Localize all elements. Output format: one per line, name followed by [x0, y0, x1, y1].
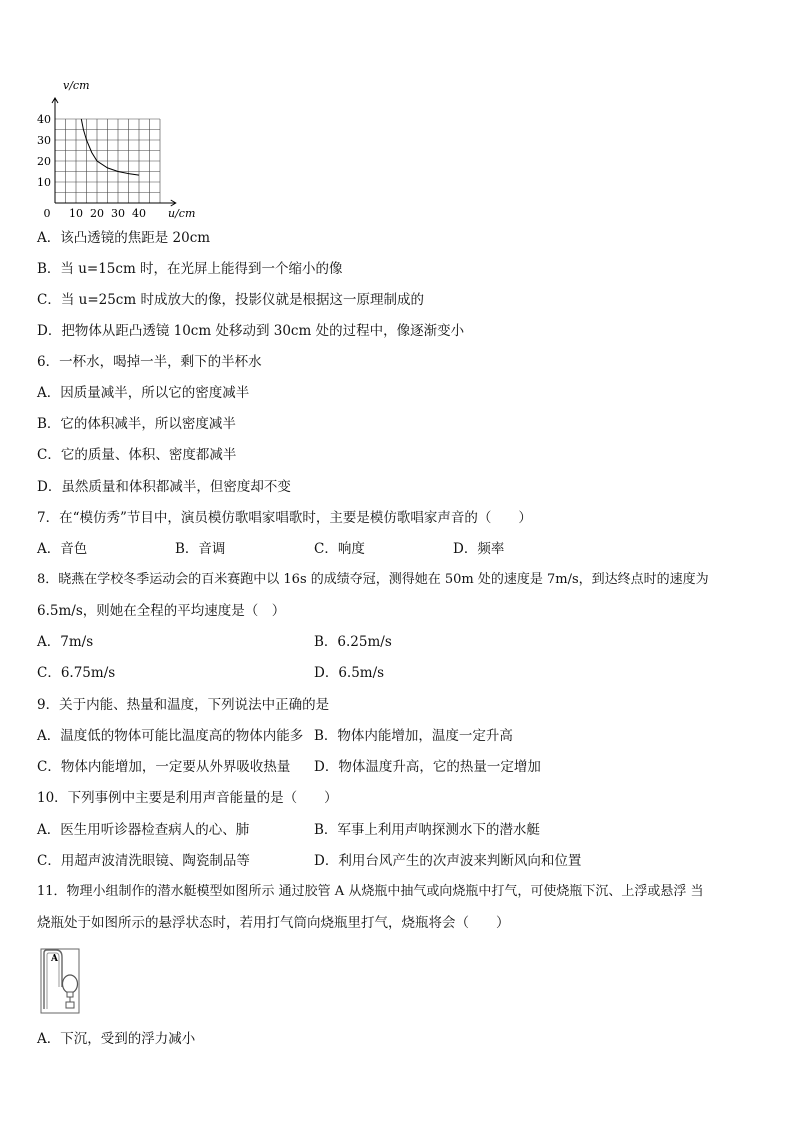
chart-y-axis-label: v/cm — [63, 79, 90, 92]
q5-option-d: D．把物体从距凸透镜 10cm 处移动到 30cm 处的过程中，像逐渐变小 — [37, 323, 465, 339]
q6-option-a: A．因质量减半，所以它的密度减半 — [37, 385, 250, 401]
q11-stem-line2: 烧瓶处于如图所示的悬浮状态时，若用打气筒向烧瓶里打气，烧瓶将会（ ） — [37, 915, 510, 931]
q10-option-a: A．医生用听诊器检查病人的心、肺 — [37, 822, 250, 838]
q5-option-a: A．该凸透镜的焦距是 20cm — [37, 230, 211, 246]
q8-stem-line1: 8．晓燕在学校冬季运动会的百米赛跑中以 16s 的成绩夺冠，测得她在 50m 处的速度是 7m/s，到达终点时的速度为 — [37, 572, 709, 587]
q6-stem: 6．一杯水，喝掉一半，剩下的半杯水 — [37, 354, 262, 370]
q7-option-c: C．响度 — [314, 541, 365, 557]
x-tick-label: 40 — [132, 207, 146, 220]
q10-option-d: D．利用台风产生的次声波来判断风向和位置 — [314, 853, 582, 869]
q8-option-a: A．7m/s — [37, 634, 94, 650]
q10-stem: 10．下列事例中主要是利用声音能量的是（ ） — [37, 790, 338, 806]
q7-option-b: B．音调 — [175, 541, 226, 557]
q6-option-c: C．它的质量、体积、密度都减半 — [37, 447, 237, 463]
y-tick-label: 20 — [37, 155, 51, 168]
q9-stem: 9．关于内能、热量和温度，下列说法中正确的是 — [37, 697, 330, 713]
q6-option-b: B．它的体积减半，所以密度减半 — [37, 416, 236, 432]
chart-axes — [52, 98, 176, 206]
q5-option-c: C．当 u=25cm 时成放大的像，投影仪就是根据这一原理制成的 — [37, 292, 424, 308]
q9-option-b: B．物体内能增加，温度一定升高 — [314, 728, 513, 744]
x-axis — [55, 200, 176, 206]
q8-option-c: C．6.75m/s — [37, 665, 116, 681]
y-tick-label: 10 — [37, 176, 51, 189]
chart-x-axis-label: u/cm — [168, 207, 196, 220]
y-tick-label: 30 — [37, 134, 51, 147]
figure-label-a: A — [51, 954, 58, 964]
y-tick-label: 40 — [37, 113, 51, 126]
chart-tick-labels — [37, 113, 146, 220]
q8-option-b: B．6.25m/s — [314, 634, 392, 650]
chart-grid — [55, 119, 160, 203]
q9-option-a: A．温度低的物体可能比温度高的物体内能多 — [37, 728, 304, 744]
q11-option-a: A．下沉，受到的浮力减小 — [37, 1031, 196, 1047]
q8-option-d: D．6.5m/s — [314, 665, 385, 681]
q10-option-b: B．军事上利用声呐探测水下的潜水艇 — [314, 822, 540, 838]
chart-series-line — [81, 119, 139, 175]
x-tick-label: 0 — [43, 207, 51, 220]
q5-option-b: B．当 u=15cm 时，在光屏上能得到一个缩小的像 — [37, 261, 343, 277]
submarine-model-figure — [40, 947, 82, 1017]
q8-stem-line2: 6.5m/s，则她在全程的平均速度是（ ） — [37, 603, 286, 619]
x-tick-label: 30 — [111, 207, 125, 220]
x-tick-label: 10 — [69, 207, 83, 220]
q9-option-c: C．物体内能增加，一定要从外界吸收热量 — [37, 759, 291, 775]
lens-chart — [30, 75, 215, 225]
q6-option-d: D．虽然质量和体积都减半，但密度却不变 — [37, 479, 291, 495]
q7-stem: 7．在“模仿秀”节目中，演员模仿歌唱家唱歌时，主要是模仿歌唱家声音的（ ） — [37, 510, 532, 526]
q10-option-c: C．用超声波清洗眼镜、陶瓷制品等 — [37, 853, 250, 869]
x-tick-label: 20 — [90, 207, 104, 220]
q7-option-d: D．频率 — [453, 541, 505, 557]
q9-option-d: D．物体温度升高，它的热量一定增加 — [314, 759, 541, 775]
q7-option-a: A．音色 — [37, 541, 88, 557]
q11-stem-line1: 11．物理小组制作的潜水艇模型如图所示 通过胶管 A 从烧瓶中抽气或向烧瓶中打气，可使烧瓶下沉、上浮或悬浮 当 — [37, 884, 704, 899]
